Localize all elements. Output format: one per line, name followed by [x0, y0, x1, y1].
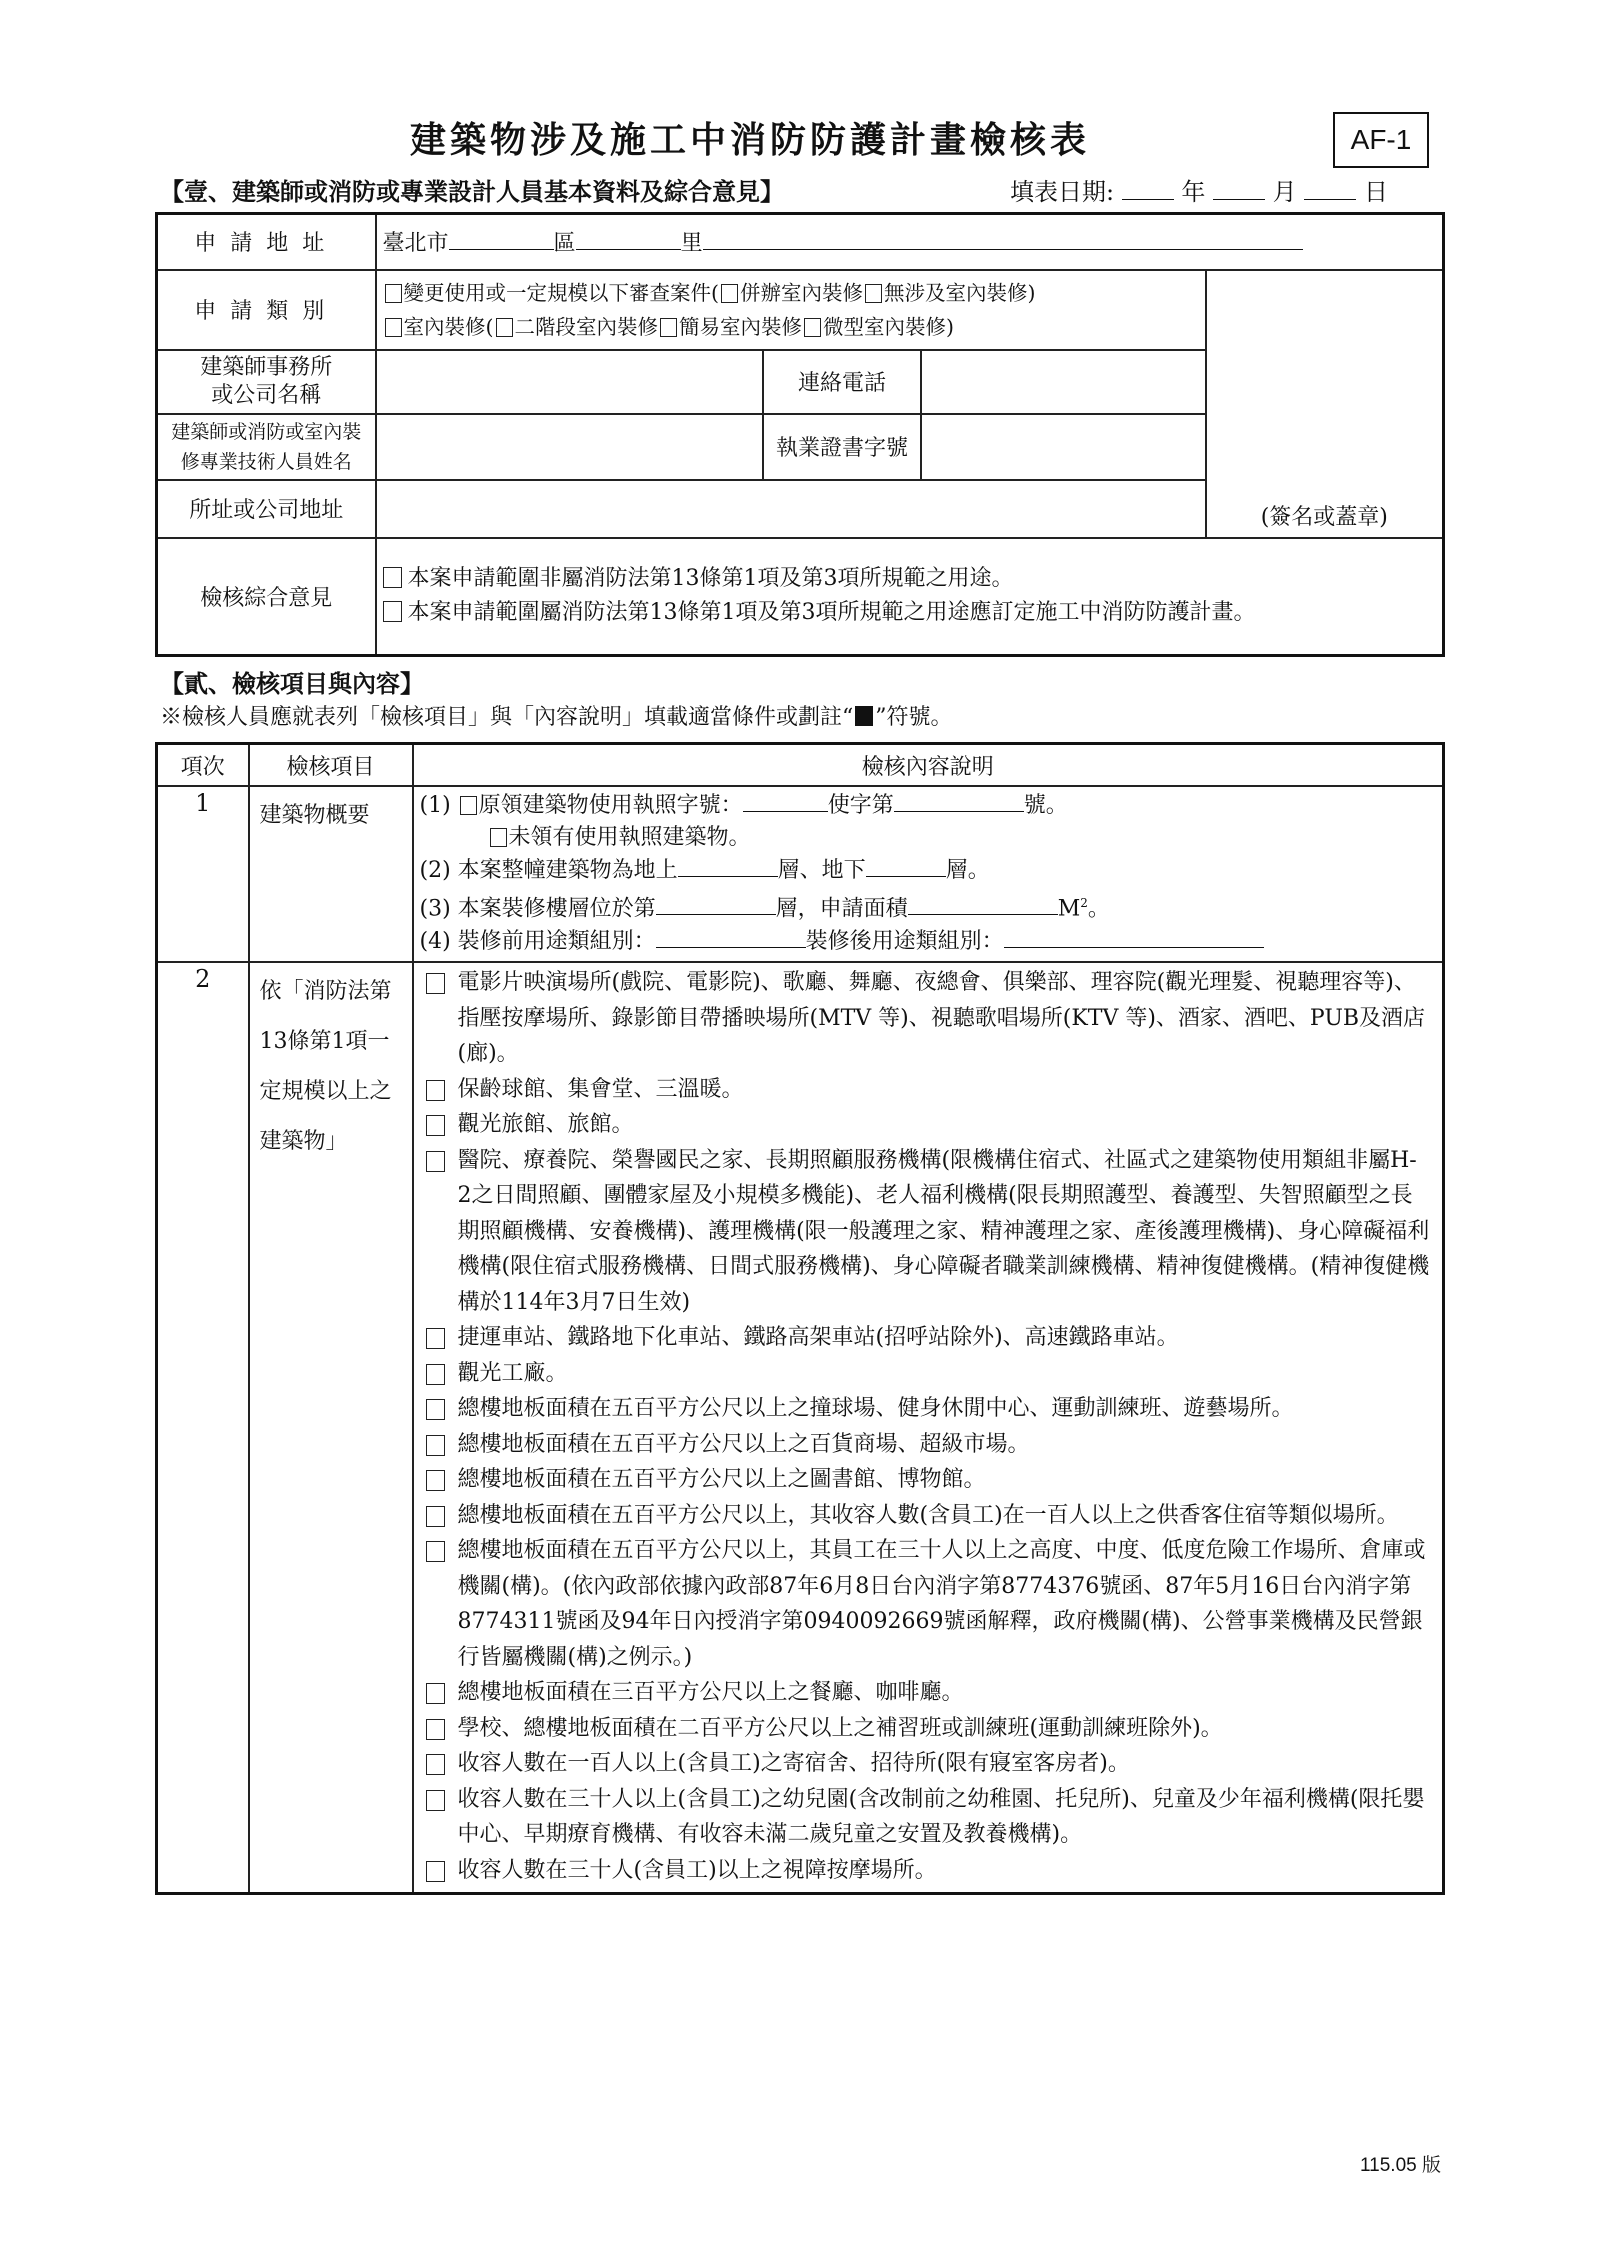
with-interior-label: 併辦室內裝修 [740, 280, 864, 305]
list-item: 總樓地板面積在五百平方公尺以上之撞球場、健身休閒中心、運動訓練班、遊藝場所。 [414, 1391, 1443, 1427]
underground-floors-field[interactable] [866, 854, 946, 877]
item-checkbox[interactable] [426, 1861, 445, 1882]
opinion-2-checkbox[interactable] [383, 601, 402, 622]
person-label-line1: 建築師或消防或室內裝 [171, 420, 362, 443]
list-item: 總樓地板面積在五百平方公尺以上，其收容人數(含員工)在一百人以上之供香客住宿等類似場所。 [414, 1498, 1443, 1534]
address-label: 申請地址 [157, 214, 376, 270]
address-rest-field[interactable] [703, 227, 1303, 250]
list-item: 總樓地板面積在三百平方公尺以上之餐廳、咖啡廳。 [414, 1675, 1443, 1711]
item-checkbox[interactable] [426, 1399, 445, 1420]
phone-label: 連絡電話 [763, 350, 921, 414]
section2-heading: 【貳、檢核項目與內容】 [160, 669, 424, 698]
table-header-row [157, 744, 1444, 787]
row-number: 2 [157, 962, 249, 1894]
fill-year-field[interactable] [1122, 177, 1174, 200]
office-address-field[interactable] [376, 480, 1206, 538]
item-checkbox[interactable] [426, 1151, 445, 1172]
opinion-1-checkbox[interactable] [383, 567, 402, 588]
opinion-1-text: 本案申請範圍非屬消防法第13條第1項及第3項所規範之用途。 [407, 566, 1014, 592]
micro-interior-checkbox[interactable] [804, 318, 821, 337]
opinion-2-text: 本案申請範圍屬消防法第13條第1項及第3項所規範之用途應訂定施工中消防防護計畫。 [407, 600, 1256, 626]
row-item: 依「消防法第13條第1項一定規模以上之建築物」 [249, 962, 413, 1894]
license-field[interactable] [921, 414, 1206, 480]
license-word-field[interactable] [743, 789, 828, 812]
address-village: 里 [680, 231, 703, 257]
section1-heading: 【壹、建築師或消防或專業設計人員基本資料及綜合意見】 [160, 177, 784, 206]
header-content: 檢核內容說明 [413, 744, 1444, 787]
fill-date [1010, 172, 1388, 207]
basic-info-table [155, 212, 1445, 657]
person-label-line2: 修專業技術人員姓名 [180, 450, 352, 473]
item-checkbox[interactable] [426, 1541, 445, 1562]
fill-day-field[interactable] [1304, 177, 1356, 200]
change-use-checkbox[interactable] [385, 284, 402, 303]
district-field[interactable] [449, 227, 554, 250]
list-item: 電影片映演場所(戲院、電影院)、歌廳、舞廳、夜總會、俱樂部、理容院(觀光理髮、視聽理容等)、指壓按摩場所、錄影節目帶播映場所(MTV 等)、視聽歌唱場所(KTV 等)、酒家、酒吧、PUB及酒店(廊)。 [414, 965, 1443, 1072]
area-field[interactable] [908, 892, 1058, 915]
form-code-badge: AF-1 [1333, 112, 1429, 168]
category-options [376, 270, 1206, 350]
license-no-line: (1) 原領建築物使用執照字號： 使字第 號。 [420, 789, 1437, 822]
office-address-label: 所址或公司地址 [157, 480, 376, 538]
use-before-field[interactable] [656, 925, 806, 948]
item-checkbox[interactable] [426, 973, 445, 994]
month-label: 月 [1272, 178, 1297, 206]
item-checkbox[interactable] [426, 1115, 445, 1136]
simple-interior-label: 簡易室內裝修 [679, 314, 803, 339]
row-content [413, 786, 1444, 962]
opinion-option-1 [383, 562, 1432, 596]
item-checkbox[interactable] [426, 1435, 445, 1456]
fill-date-label: 填表日期: [1010, 178, 1115, 206]
item-checkbox[interactable] [426, 1719, 445, 1740]
year-label: 年 [1181, 178, 1206, 206]
list-item: 收容人數在一百人以上(含員工)之寄宿舍、招待所(限有寢室客房者)。 [414, 1746, 1443, 1782]
opinion-option-2 [383, 596, 1432, 630]
micro-interior-label: 微型室內裝修) [823, 314, 955, 339]
village-field[interactable] [576, 227, 681, 250]
item-checkbox[interactable] [426, 1364, 445, 1385]
no-interior-label: 無涉及室內裝修) [884, 280, 1036, 305]
item-checkbox[interactable] [426, 1683, 445, 1704]
list-item: 學校、總樓地板面積在二百平方公尺以上之補習班或訓練班(運動訓練班除外)。 [414, 1711, 1443, 1747]
item-checkbox[interactable] [426, 1790, 445, 1811]
list-item: 收容人數在三十人(含員工)以上之視障按摩場所。 [414, 1853, 1443, 1889]
list-item: 醫院、療養院、榮譽國民之家、長期照顧服務機構(限機構住宿式、社區式之建築物使用類組非屬H-2之日間照顧、團體家屋及小規模多機能)、老人福利機構(限長期照護型、養護型、失智照顧型之長期照顧機構、安養機構)、護理機構(限一般護理之家、精神護理之家、產後護理機構)、身心障礙福利機構(限住宿式服務機構、日間式服務機構)、身心障礙者職業訓練機構、精神復健機構。(精神復健機構於114年3月7日生效) [414, 1143, 1443, 1321]
list-item: 總樓地板面積在五百平方公尺以上，其員工在三十人以上之高度、中度、低度危險工作場所、倉庫或機關(構)。(依內政部依據內政部87年6月8日台內消字第8774376號函、87年5月16日台內消字第8774311號函及94年日內授消字第0940092669號函解釋，政府機關(構)、公營事業機構及民營銀行皆屬機關(構)之例示。) [414, 1533, 1443, 1675]
no-interior-checkbox[interactable] [865, 284, 882, 303]
firm-name-field[interactable] [376, 350, 764, 414]
category-label: 申請類別 [157, 270, 376, 350]
list-item: 捷運車站、鐵路地下化車站、鐵路高架車站(招呼站除外)、高速鐵路車站。 [414, 1320, 1443, 1356]
list-item: 總樓地板面積在五百平方公尺以上之百貨商場、超級市場。 [414, 1427, 1443, 1463]
two-stage-checkbox[interactable] [496, 318, 513, 337]
address-district: 區 [553, 231, 576, 257]
floor-area-line: (3) 本案裝修樓層位於第 層，申請面積 $M^2$。 [420, 887, 1437, 925]
note-text-post: ”符號。 [875, 705, 953, 730]
item-checkbox[interactable] [426, 1470, 445, 1491]
person-name-field[interactable] [376, 414, 764, 480]
change-use-label: 變更使用或一定規模以下審查案件( [403, 280, 720, 305]
table-row [157, 786, 1444, 962]
item-checkbox[interactable] [426, 1328, 445, 1349]
use-group-line: (4) 裝修前用途類組別： 裝修後用途類組別： [420, 925, 1437, 958]
no-license-checkbox[interactable] [490, 828, 507, 847]
item-checkbox[interactable] [426, 1506, 445, 1527]
firm-label-line1: 建築師事務所 [200, 354, 333, 380]
list-item: 觀光工廠。 [414, 1356, 1443, 1392]
phone-field[interactable] [921, 350, 1206, 414]
firm-name-label [157, 350, 376, 414]
floors-line: (2) 本案整幢建築物為地上 層、地下 層。 [420, 854, 1437, 887]
list-item: 保齡球館、集會堂、三溫暖。 [414, 1072, 1443, 1108]
has-license-checkbox[interactable] [460, 796, 477, 815]
address-city: 臺北市 [382, 231, 449, 257]
use-after-field[interactable] [1004, 925, 1264, 948]
list-item: 總樓地板面積在五百平方公尺以上之圖書館、博物館。 [414, 1462, 1443, 1498]
row-item: 建築物概要 [249, 786, 413, 962]
license-label: 執業證書字號 [763, 414, 921, 480]
row-number: 1 [157, 786, 249, 962]
filled-square-icon [855, 706, 873, 726]
header-item: 檢核項目 [249, 744, 413, 787]
renovation-floor-field[interactable] [656, 892, 776, 915]
two-stage-label: 二階段室內裝修 [514, 314, 659, 339]
with-interior-checkbox[interactable] [721, 284, 738, 303]
person-name-label [157, 414, 376, 480]
address-field[interactable] [376, 214, 1444, 270]
list-item: 觀光旅館、旅館。 [414, 1107, 1443, 1143]
opinion-label: 檢核綜合意見 [157, 538, 376, 656]
category-line-2 [383, 310, 1199, 344]
interior-checkbox[interactable] [385, 318, 402, 337]
item-checkbox[interactable] [426, 1754, 445, 1775]
list-item: 收容人數在三十人以上(含員工)之幼兒園(含改制前之幼稚園、托兒所)、兒童及少年福利機構(限托嬰中心、早期療育機構、有收容未滿二歲兒童之安置及教養機構)。 [414, 1782, 1443, 1853]
signature-cell[interactable] [1206, 270, 1444, 538]
item-checkbox[interactable] [426, 1080, 445, 1101]
version-label: 115.05 版 [1360, 2155, 1441, 2176]
simple-interior-checkbox[interactable] [660, 318, 677, 337]
license-number-field[interactable] [894, 789, 1024, 812]
form-title: 建築物涉及施工中消防防護計畫檢核表 [409, 119, 1090, 161]
category-line-1 [383, 276, 1199, 310]
header-no: 項次 [157, 744, 249, 787]
above-ground-floors-field[interactable] [678, 854, 778, 877]
instruction-note [160, 700, 953, 731]
firm-label-line2: 或公司名稱 [211, 382, 322, 408]
day-label: 日 [1363, 178, 1388, 206]
opinion-options [376, 538, 1444, 656]
table-row [157, 962, 1444, 1894]
row-content [413, 962, 1444, 1894]
note-text-pre: ※檢核人員應就表列「檢核項目」與「內容說明」填載適當條件或劃註“ [160, 705, 854, 730]
signature-label: (簽名或蓋章) [1260, 504, 1388, 530]
check-items-table [155, 742, 1445, 1895]
interior-label: 室內裝修( [403, 314, 494, 339]
fill-month-field[interactable] [1213, 177, 1265, 200]
no-license-line: 未領有使用執照建築物。 [420, 822, 1437, 854]
